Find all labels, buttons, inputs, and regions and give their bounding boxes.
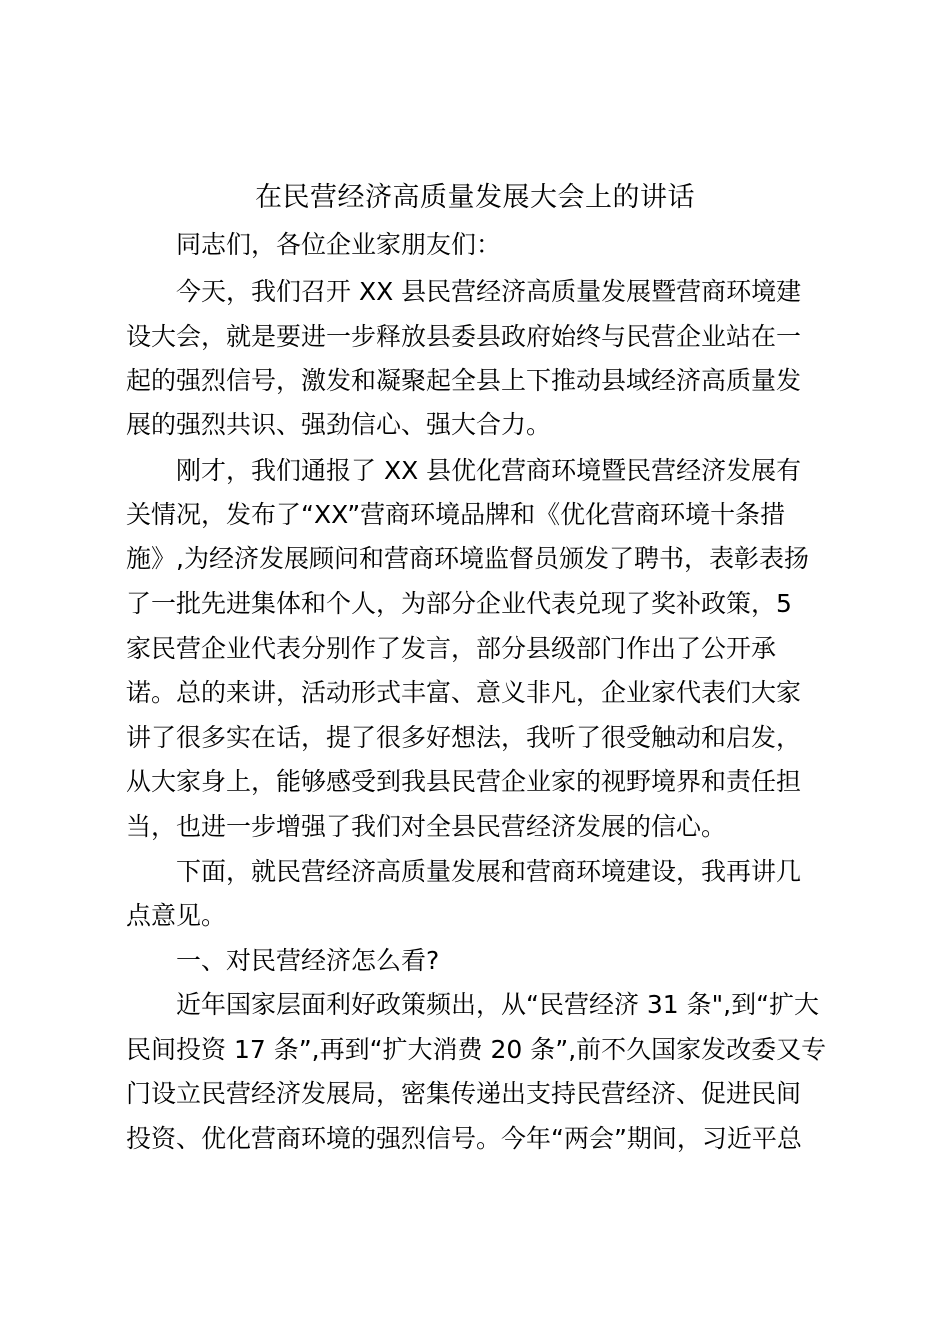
paragraph-line: 刚才，我们通报了 XX 县优化营商环境暨民营经济发展有 (176, 456, 802, 485)
paragraph-line: 今天，我们召开 XX 县民营经济高质量发展暨营商环境建 (176, 277, 802, 306)
paragraph-line: 点意见。 (126, 901, 227, 930)
salutation-line: 同志们，各位企业家朋友们： (176, 230, 502, 259)
paragraph-line: 了一批先进集体和个人，为部分企业代表兑现了奖补政策，5 (126, 589, 792, 618)
paragraph-line: 近年国家层面利好政策频出，从“民营经济 31 条",到“扩大 (176, 990, 820, 1019)
paragraph-line: 施》,为经济发展顾问和营商环境监督员颁发了聘书，表彰表扬 (126, 544, 809, 573)
paragraph-line: 下面，就民营经济高质量发展和营商环境建设，我再讲几 (176, 857, 802, 886)
paragraph-line: 起的强烈信号，激发和凝聚起全县上下推动县域经济高质量发 (126, 366, 802, 395)
paragraph-line: 从大家身上，能够感受到我县民营企业家的视野境界和责任担 (126, 767, 802, 796)
paragraph-line: 民间投资 17 条”,再到“扩大消费 20 条”,前不久国家发改委又专 (126, 1035, 827, 1064)
document-title: 在民营经济高质量发展大会上的讲话 (255, 182, 695, 213)
paragraph-line: 门设立民营经济发展局，密集传递出支持民营经济、促进民间 (126, 1079, 802, 1108)
paragraph-line: 投资、优化营商环境的强烈信号。今年“两会”期间，习近平总 (126, 1124, 802, 1153)
paragraph-line: 设大会，就是要进一步释放县委县政府始终与民营企业站在一 (126, 322, 802, 351)
paragraph-line: 家民营企业代表分别作了发言，部分县级部门作出了公开承 (126, 634, 777, 663)
paragraph-line: 当，也进一步增强了我们对全县民营经济发展的信心。 (126, 812, 727, 841)
paragraph-line: 诺。总的来讲，活动形式丰富、意义非凡，企业家代表们大家 (126, 678, 802, 707)
paragraph-line: 展的强烈共识、强劲信心、强大合力。 (126, 410, 552, 439)
section-heading: 一、对民营经济怎么看? (176, 946, 440, 975)
paragraph-line: 关情况，发布了“XX”营商环境品牌和《优化营商环境十条措 (126, 500, 786, 529)
paragraph-line: 讲了很多实在话，提了很多好想法，我听了很受触动和启发， (126, 723, 802, 752)
